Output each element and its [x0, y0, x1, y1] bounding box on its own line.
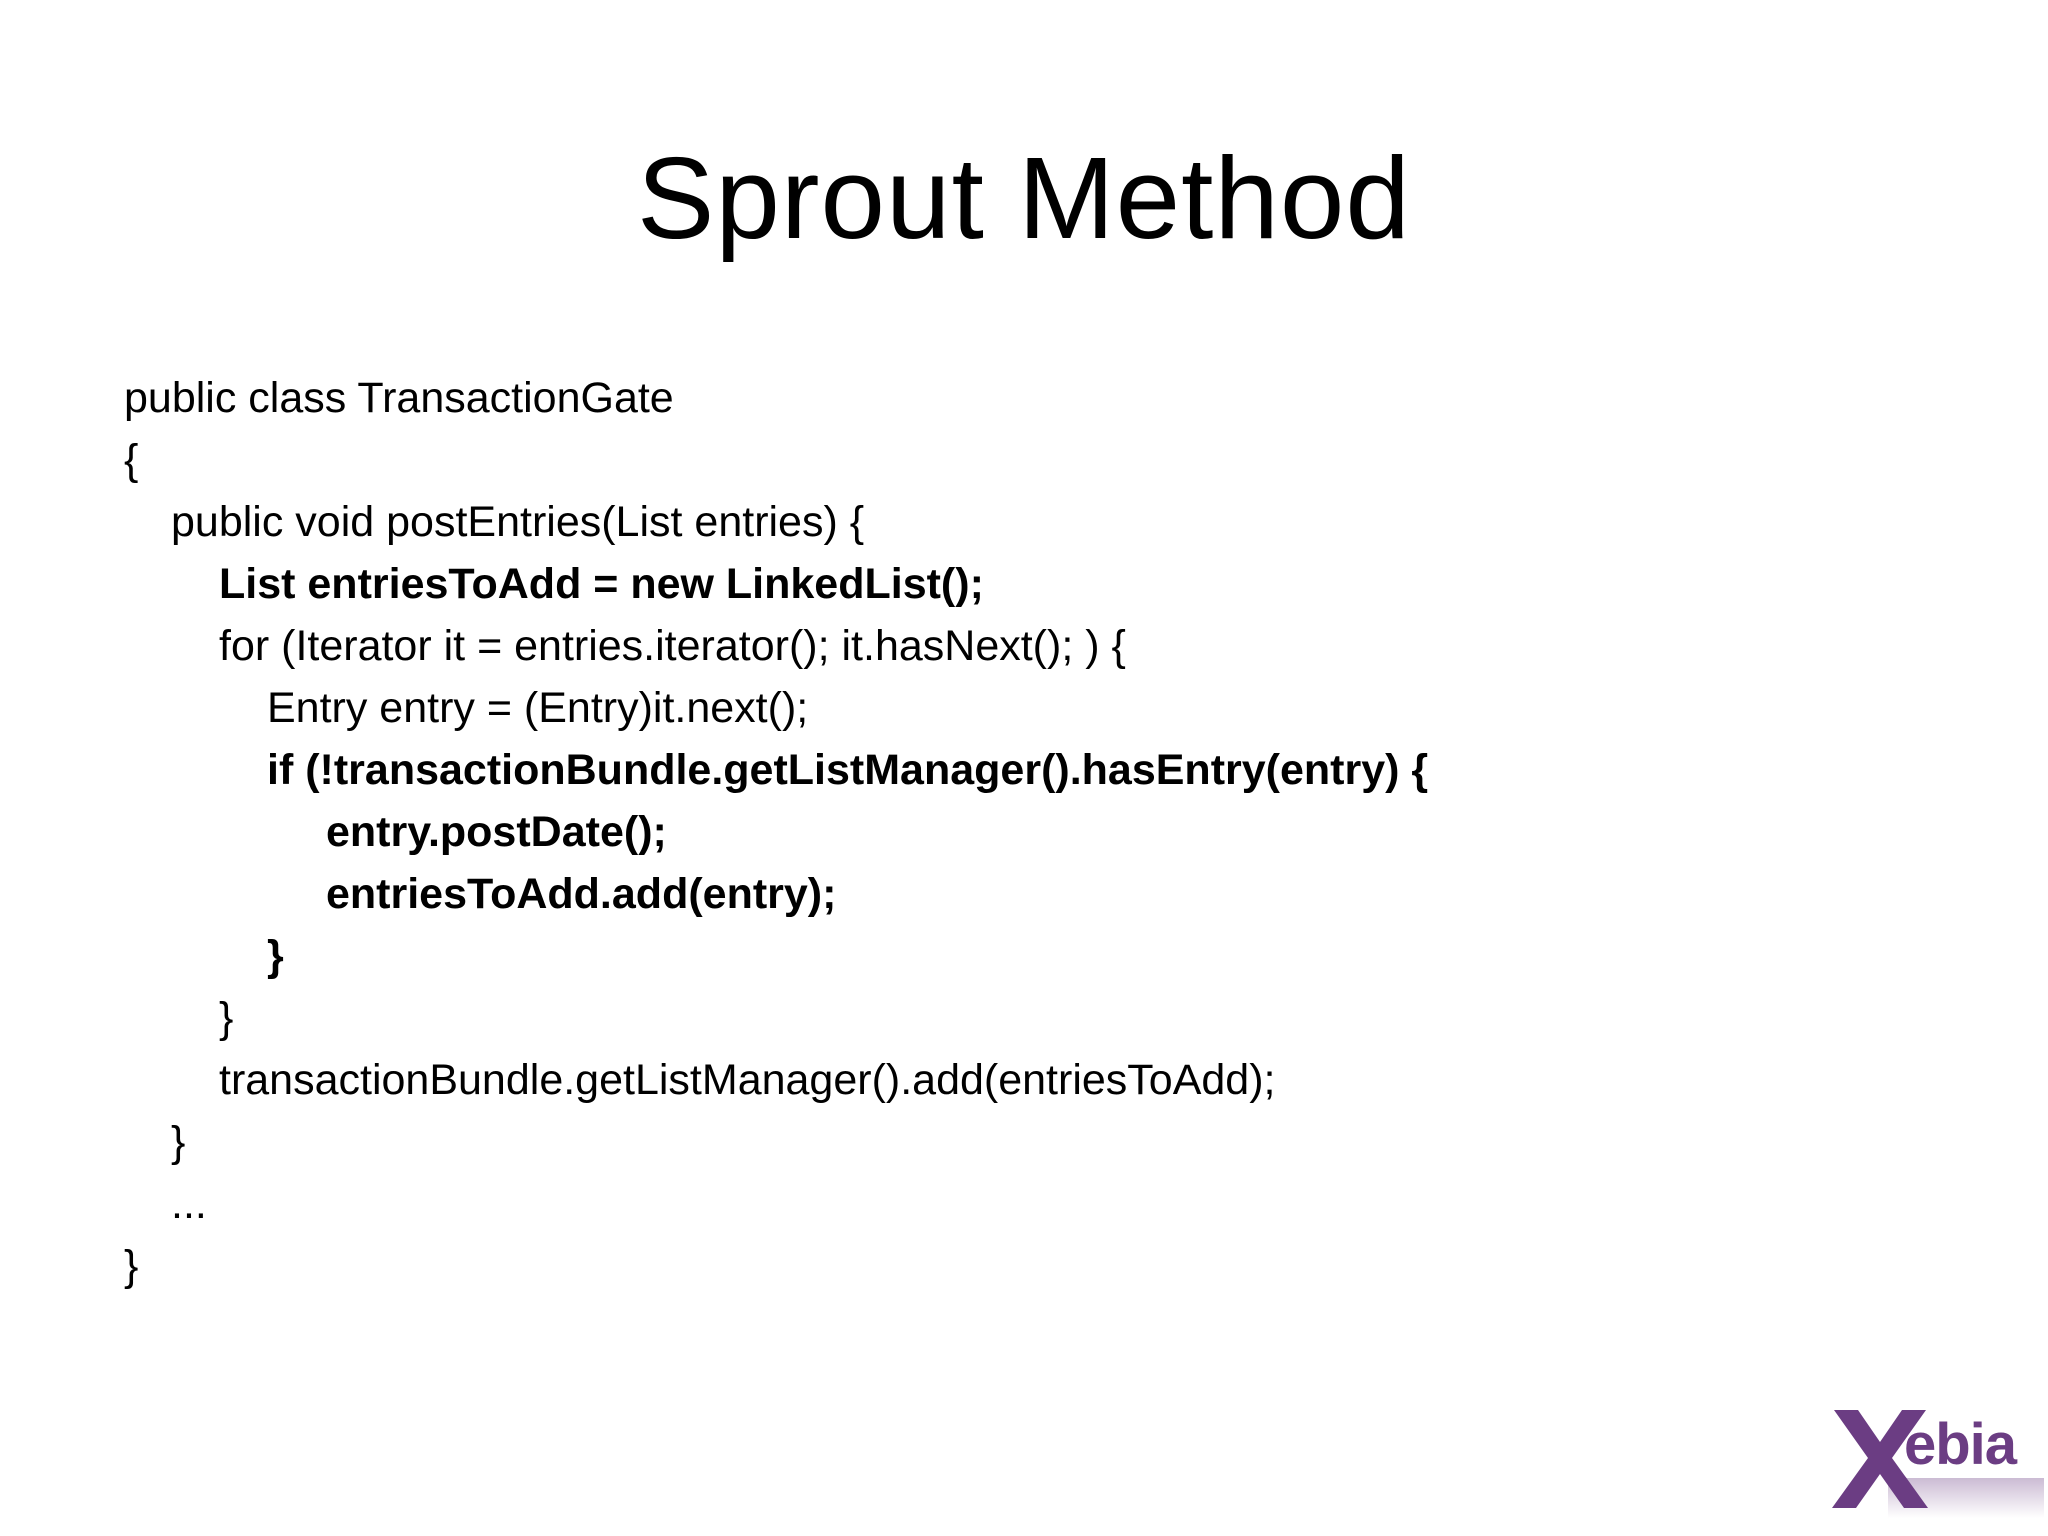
- code-line-13: }: [171, 1118, 186, 1166]
- code-line-12: transactionBundle.getListManager().add(entriesToAdd);: [219, 1056, 1276, 1104]
- code-line-3: public void postEntries(List entries) {: [171, 498, 865, 546]
- code-line-1: public class TransactionGate: [124, 374, 674, 422]
- slide-title: Sprout Method: [637, 133, 1411, 263]
- code-line-15: }: [124, 1242, 139, 1290]
- code-line-14: ...: [171, 1180, 207, 1228]
- code-line-9: entriesToAdd.add(entry);: [326, 870, 837, 918]
- code-line-10: }: [267, 932, 284, 980]
- xebia-logo: [1828, 1398, 2046, 1528]
- code-line-11: }: [219, 994, 234, 1042]
- code-line-5: for (Iterator it = entries.iterator(); it.hasNext(); ) {: [219, 622, 1126, 670]
- code-line-7: if (!transactionBundle.getListManager().hasEntry(entry) {: [267, 746, 1429, 794]
- code-line-6: Entry entry = (Entry)it.next();: [267, 684, 809, 732]
- code-line-2: {: [124, 436, 139, 484]
- code-line-4: List entriesToAdd = new LinkedList();: [219, 560, 984, 608]
- code-line-8: entry.postDate();: [326, 808, 667, 856]
- xebia-logo-text: ebia: [1904, 1412, 2017, 1477]
